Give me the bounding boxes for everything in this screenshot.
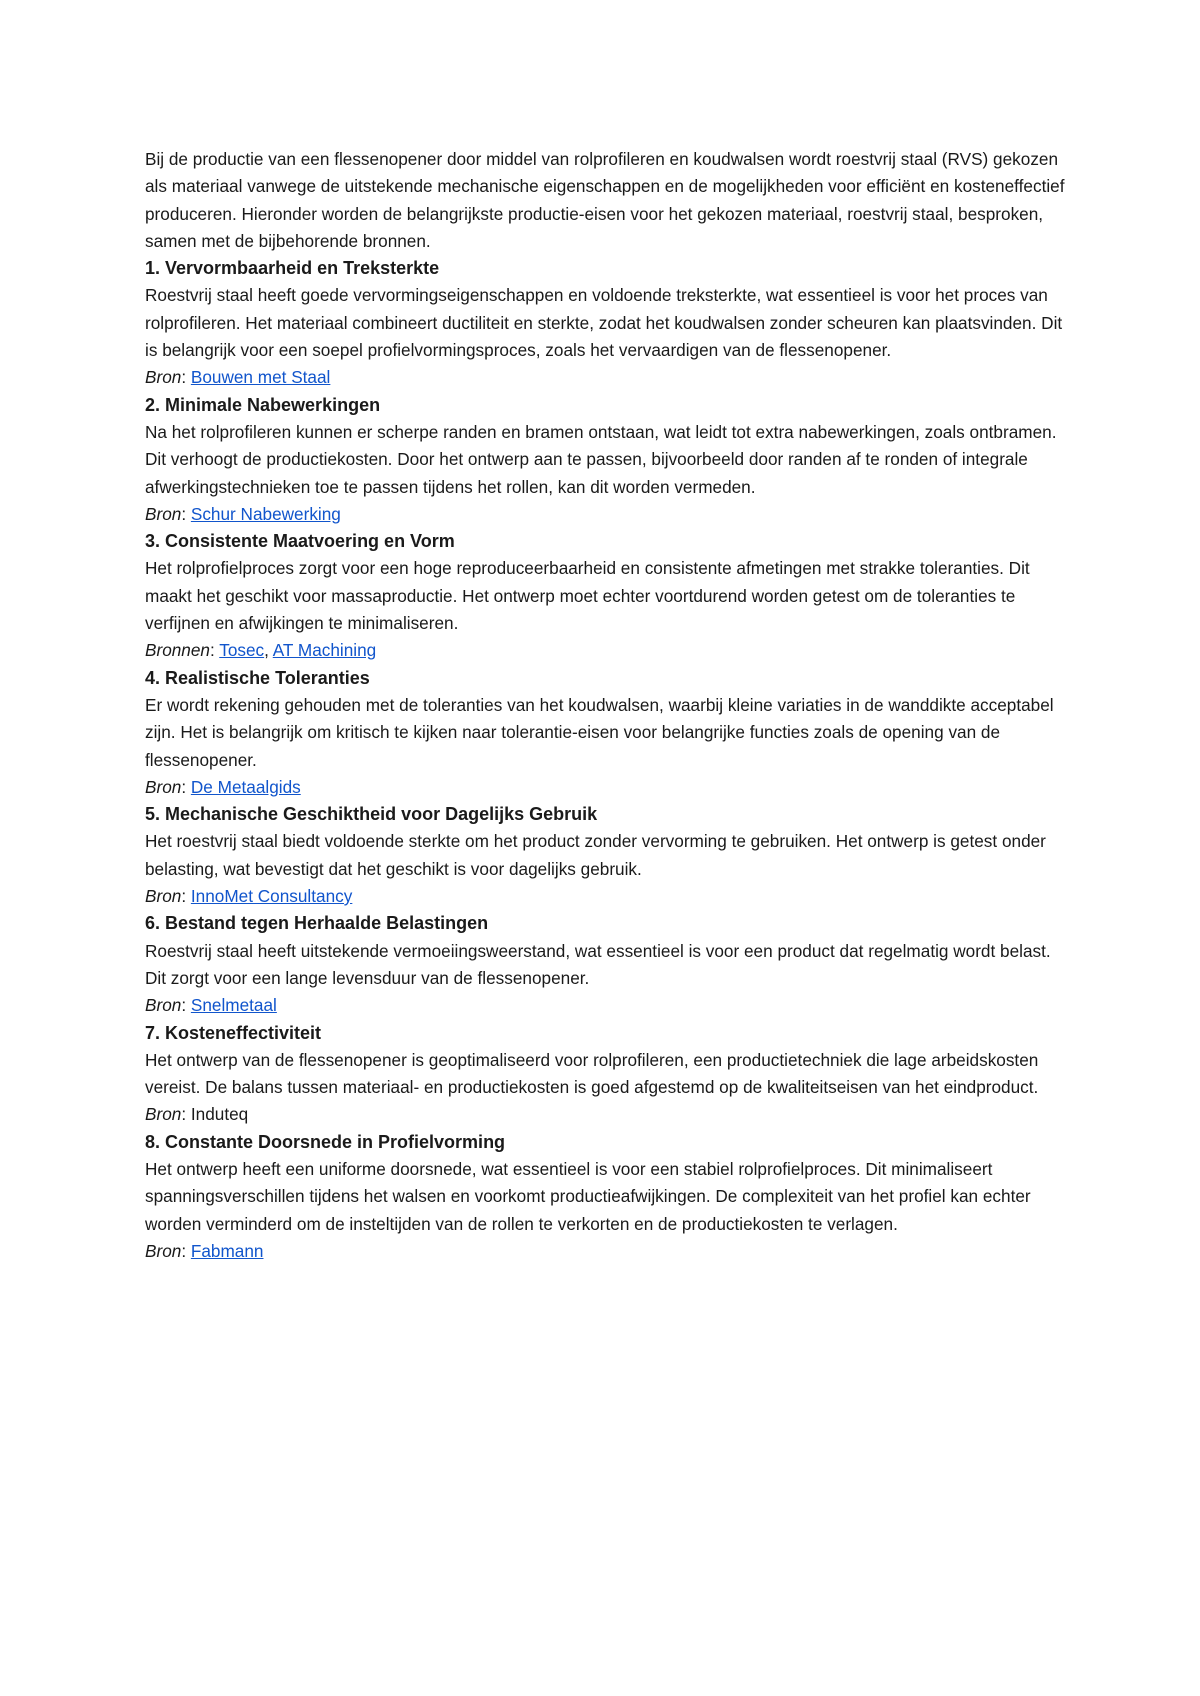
section-heading: 6. Bestand tegen Herhaalde Belastingen	[145, 913, 489, 934]
document-page	[145, 146, 1075, 1265]
section-body: Na het rolprofileren kunnen er scherpe randen en bramen ontstaan, wat leidt tot extra nabewerkingen, zoals ontbramen. Dit verhoogt de productiekosten. Door het ontwerp aan te passen, bijvoorbeeld door randen af te ronden of integrale afwerkingstechnieken toe te passen tijdens het rollen, kan dit worden vermeden.	[145, 421, 1057, 497]
section-source: Bron: Snelmetaal	[145, 995, 277, 1016]
section-heading: 5. Mechanische Geschiktheid voor Dagelijks Gebruik	[145, 804, 598, 825]
source-link-de-metaalgids[interactable]: De Metaalgids	[190, 776, 301, 797]
source-link-fabmann[interactable]: Fabmann	[190, 1240, 264, 1261]
section-7	[145, 1020, 1075, 1129]
section-heading: 8. Constante Doorsnede in Profielvorming	[145, 1131, 506, 1152]
source-label: Bron	[145, 776, 182, 797]
section-3	[145, 528, 1075, 664]
source-label: Bron	[145, 503, 182, 524]
source-link-tosec[interactable]: Tosec	[219, 640, 265, 661]
source-link-bouwen-met-staal[interactable]: Bouwen met Staal	[190, 367, 331, 388]
section-heading: 2. Minimale Nabewerkingen	[145, 394, 381, 415]
section-2	[145, 392, 1075, 528]
section-body: Er wordt rekening gehouden met de toleranties van het koudwalsen, waarbij kleine variaties in de wanddikte acceptabel zijn. Het is belangrijk om kritisch te kijken naar tolerantie-eisen voor belangrijke functies zoals de opening van de flessenopener.	[145, 694, 1054, 770]
section-8	[145, 1129, 1075, 1265]
source-link-schur-nabewerking[interactable]: Schur Nabewerking	[190, 503, 341, 524]
source-link-snelmetaal[interactable]: Snelmetaal	[190, 995, 277, 1016]
section-source: Bronnen: Tosec, AT Machining	[145, 640, 377, 661]
section-body: Het ontwerp van de flessenopener is geoptimaliseerd voor rolprofileren, een productietechniek die lage arbeidskosten vereist. De balans tussen materiaal- en productiekosten is goed afgestemd op de kwaliteitseisen van het eindproduct.	[145, 1049, 1039, 1098]
section-heading: 1. Vervormbaarheid en Treksterkte	[145, 258, 440, 279]
section-source: Bron: Fabmann	[145, 1240, 264, 1261]
section-heading: 7. Kosteneffectiviteit	[145, 1022, 322, 1043]
source-label: Bron	[145, 995, 182, 1016]
intro-paragraph: Bij de productie van een flessenopener door middel van rolprofileren en koudwalsen wordt roestvrij staal (RVS) gekozen als materiaal vanwege de uitstekende mechanische eigenschappen en de mogelijkheden voor efficiënt en kosteneffectief produceren. Hieronder worden de belangrijkste productie-eisen voor het gekozen materiaal, roestvrij staal, besproken, samen met de bijbehorende bronnen.	[145, 149, 1065, 251]
section-body: Het ontwerp heeft een uniforme doorsnede, wat essentieel is voor een stabiel rolprofielproces. Dit minimaliseert spanningsverschillen tijdens het walsen en voorkomt productieafwijkingen. De complexiteit van het profiel kan echter worden verminderd om de insteltijden van de rollen te verkorten en de productiekosten te verlagen.	[145, 1158, 1031, 1234]
section-1	[145, 255, 1075, 391]
section-5	[145, 801, 1075, 910]
source-text-induteq: Induteq	[190, 1104, 249, 1125]
section-source: Bron: Induteq	[145, 1104, 249, 1125]
section-source: Bron: InnoMet Consultancy	[145, 886, 353, 907]
section-body: Het rolprofielproces zorgt voor een hoge reproduceerbaarheid en consistente afmetingen met strakke toleranties. Dit maakt het geschikt voor massaproductie. Het ontwerp moet echter voortdurend worden getest om de toleranties te verfijnen en afwijkingen te minimaliseren.	[145, 558, 1030, 634]
section-heading: 4. Realistische Toleranties	[145, 667, 370, 688]
section-source: Bron: Bouwen met Staal	[145, 367, 331, 388]
section-source: Bron: Schur Nabewerking	[145, 503, 341, 524]
section-4	[145, 665, 1075, 801]
section-body: Roestvrij staal heeft goede vervormingseigenschappen en voldoende treksterkte, wat essentieel is voor het proces van rolprofileren. Het materiaal combineert ductiliteit en sterkte, zodat het koudwalsen zonder scheuren kan plaatsvinden. Dit is belangrijk voor een soepel profielvormingsproces, zoals het vervaardigen van de flessenopener.	[145, 285, 1063, 361]
source-label: Bron	[145, 886, 182, 907]
source-label: Bron	[145, 1104, 182, 1125]
section-6	[145, 910, 1075, 1019]
section-heading: 3. Consistente Maatvoering en Vorm	[145, 531, 455, 552]
source-label: Bron	[145, 1240, 182, 1261]
source-label: Bronnen	[145, 640, 210, 661]
section-body: Roestvrij staal heeft uitstekende vermoeiingsweerstand, wat essentieel is voor een product dat regelmatig wordt belast. Dit zorgt voor een lange levensduur van de flessenopener.	[145, 940, 1051, 988]
source-link-innomet-consultancy[interactable]: InnoMet Consultancy	[190, 886, 353, 907]
section-body: Het roestvrij staal biedt voldoende sterkte om het product zonder vervorming te gebruiken. Het ontwerp is getest onder belasting, wat bevestigt dat het geschikt is voor dagelijks gebruik.	[145, 831, 1046, 879]
source-link-at-machining[interactable]: AT Machining	[272, 640, 377, 661]
section-source: Bron: De Metaalgids	[145, 776, 301, 797]
source-label: Bron	[145, 367, 182, 388]
